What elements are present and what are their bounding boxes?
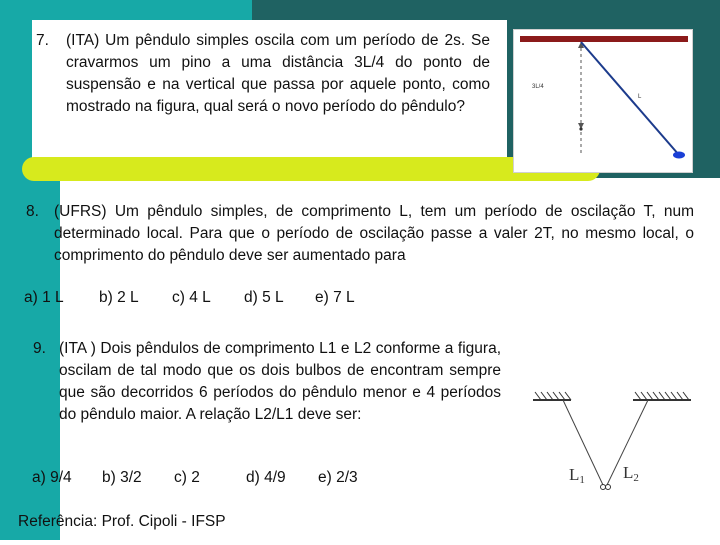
q8-option-d: d) 5 L xyxy=(244,289,284,306)
right-support-hatching xyxy=(635,392,689,400)
pendulum-string xyxy=(581,42,679,155)
q9-option-e: e) 2/3 xyxy=(318,469,358,486)
bob-l2 xyxy=(606,485,611,490)
q9-option-a: a) 9/4 xyxy=(32,469,72,486)
question-9-number: 9. xyxy=(33,340,46,357)
reference-footer: Referência: Prof. Cipoli - IFSP xyxy=(18,513,226,530)
q8-option-a: a) 1 L xyxy=(24,289,64,306)
q8-option-b: b) 2 L xyxy=(99,289,139,306)
label-l2: L2 xyxy=(623,463,639,484)
left-support-hatching xyxy=(535,392,571,400)
two-pendulums-figure-q9 xyxy=(523,340,708,540)
label-l1: L1 xyxy=(569,465,585,486)
question-7-number: 7. xyxy=(36,32,49,49)
question-9-text: (ITA ) Dois pêndulos de comprimento L1 e L2 conforme a figura, oscilam de tal modo que os dois bulbos de encontram sempre que são decorridos 6 períodos do pêndulo menor e 4 períodos do pêndulo maior. A relação L2/L1 deve ser: xyxy=(59,340,501,423)
label-L: L xyxy=(638,94,642,100)
ceiling-bar xyxy=(520,36,688,42)
two-pendulums-diagram xyxy=(523,340,708,540)
question-9 xyxy=(33,338,501,426)
bob-l1 xyxy=(601,485,606,490)
q9-option-b: b) 3/2 xyxy=(102,469,142,486)
question-7-text: (ITA) Um pêndulo simples oscila com um período de 2s. Se cravarmos um pino a uma distância 3L/4 do ponto de suspensão e na vertical que passa por aquele ponto, como mostrado na figura, qual será o novo período do pêndulo? xyxy=(66,32,490,115)
question-7 xyxy=(36,30,490,118)
pendulum-figure-q7 xyxy=(513,29,693,173)
q8-option-e: e) 7 L xyxy=(315,289,355,306)
q9-option-c: c) 2 xyxy=(174,469,200,486)
q9-option-d: d) 4/9 xyxy=(246,469,286,486)
pendulum-bob xyxy=(673,152,685,159)
q8-option-c: c) 4 L xyxy=(172,289,211,306)
pin-dot xyxy=(579,127,582,130)
label-3L4: 3L/4 xyxy=(532,84,544,90)
pendulum-with-pin-diagram xyxy=(514,30,694,174)
question-8-text: (UFRS) Um pêndulo simples, de comprimento L, tem um período de oscilação T, num determinado local. Para que o período de oscilação passe a valer 2T, no mesmo local, o comprimento do pêndulo deve ser aumentado para xyxy=(54,203,694,264)
question-8-number: 8. xyxy=(26,203,39,220)
question-8 xyxy=(26,201,694,267)
